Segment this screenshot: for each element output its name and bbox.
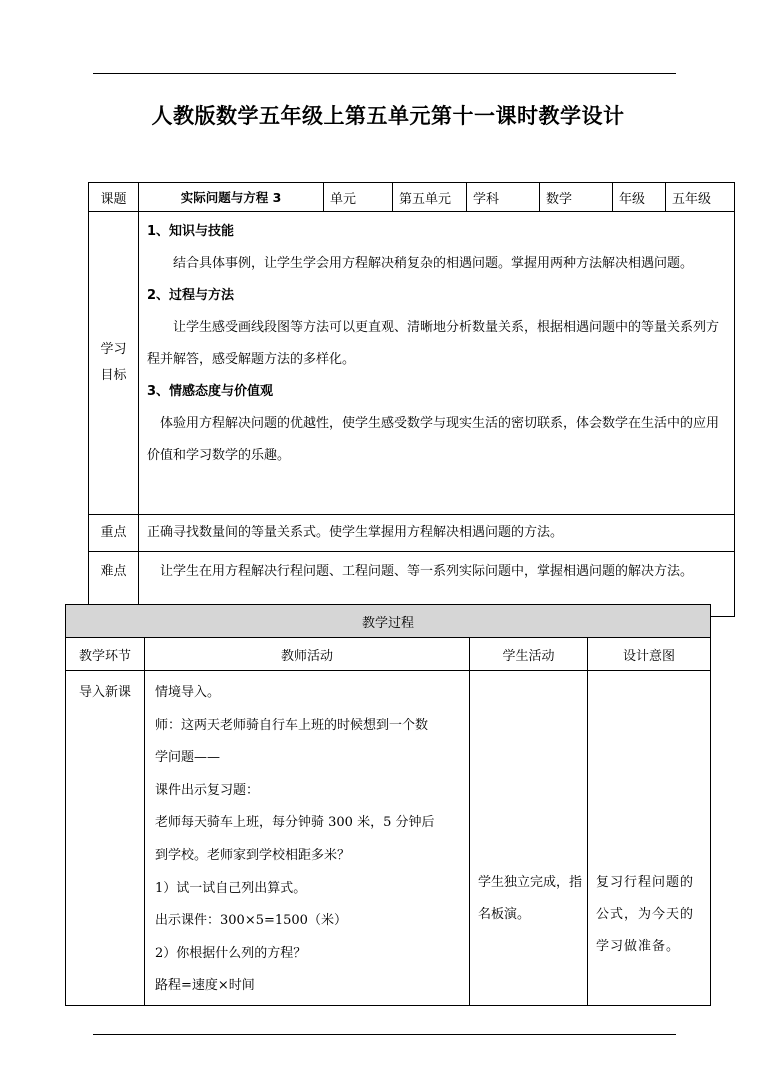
process-title: 教学过程 [66, 605, 711, 638]
teacher-line: 路程=速度×时间 [155, 978, 255, 994]
teaching-process-table [65, 604, 711, 1006]
stage-cell: 导入新课 [66, 671, 145, 1006]
header-rule [93, 73, 676, 74]
objective-heading: 1、知识与技能 [147, 224, 235, 239]
objectives-content [139, 212, 735, 515]
objectives-label-line: 学习 [100, 342, 127, 357]
lesson-info-table [88, 182, 735, 617]
difficulty-text: 让学生在用方程解决行程问题、工程问题、等一系列实际问题中，掌握相遇问题的解决方法。 [139, 552, 735, 617]
teacher-line: 师：这两天老师骑自行车上班的时候想到一个数 [155, 717, 429, 733]
student-activity-cell [470, 671, 588, 1006]
teacher-line: 1）试一试自己列出算式。 [155, 880, 307, 896]
teacher-line: 情境导入。 [155, 685, 221, 700]
subject-value: 数学 [540, 183, 613, 212]
objective-text: 让学生感受画线段图等方法可以更直观、清晰地分析数量关系，根据相遇问题中的等量关系列方程并解答，感受解题方法的多样化。 [147, 320, 720, 367]
objective-heading: 3、情感态度与价值观 [147, 384, 274, 399]
teacher-line: 老师每天骑车上班，每分钟骑 300 米，5 分钟后 [155, 815, 435, 831]
design-intent-text: 复习行程问题的公式，为今天的学习做准备。 [596, 875, 695, 954]
key-point-label: 重点 [89, 515, 139, 552]
difficulty-label: 难点 [89, 552, 139, 617]
topic-label: 课题 [89, 183, 139, 212]
subject-label: 学科 [467, 183, 540, 212]
objective-text: 结合具体事例，让学生学会用方程解决稍复杂的相遇问题。掌握用两种方法解决相遇问题。 [173, 256, 694, 271]
key-point-text: 正确寻找数量间的等量关系式。使学生掌握用方程解决相遇问题的方法。 [139, 515, 735, 552]
column-header: 学生活动 [470, 638, 588, 671]
grade-label: 年级 [613, 183, 666, 212]
teacher-line: 出示课件：300×5=1500（米） [155, 913, 347, 929]
objective-heading: 2、过程与方法 [147, 288, 235, 303]
objective-text: 体验用方程解决问题的优越性，使学生感受数学与现实生活的密切联系，体会数学在生活中的应用价值和学习数学的乐趣。 [147, 416, 720, 463]
teacher-activity-cell [145, 671, 470, 1006]
student-activity-text: 学生独立完成，指名板演。 [478, 875, 583, 922]
unit-label: 单元 [324, 183, 393, 212]
process-row [66, 671, 711, 1006]
teacher-line: 2）你根据什么列的方程？ [155, 945, 307, 961]
process-header-row [66, 638, 711, 671]
unit-value: 第五单元 [393, 183, 467, 212]
teacher-line: 课件出示复习题： [155, 782, 260, 798]
objectives-label [89, 212, 139, 515]
column-header: 教师活动 [145, 638, 470, 671]
teacher-line: 到学校。老师家到学校相距多米？ [155, 847, 351, 863]
grade-value: 五年级 [666, 183, 735, 212]
page-title: 人教版数学五年级上第五单元第十一课时教学设计 [151, 104, 625, 128]
objectives-row [89, 212, 735, 515]
topic-value: 实际问题与方程 3 [139, 183, 324, 212]
footer-rule [93, 1034, 676, 1035]
column-header: 教学环节 [66, 638, 145, 671]
objectives-label-line: 目标 [100, 368, 127, 383]
info-header-row [89, 183, 735, 212]
design-intent-cell [588, 671, 711, 1006]
key-point-row [89, 515, 735, 552]
column-header: 设计意图 [588, 638, 711, 671]
teacher-line: 学问题—— [155, 750, 221, 766]
